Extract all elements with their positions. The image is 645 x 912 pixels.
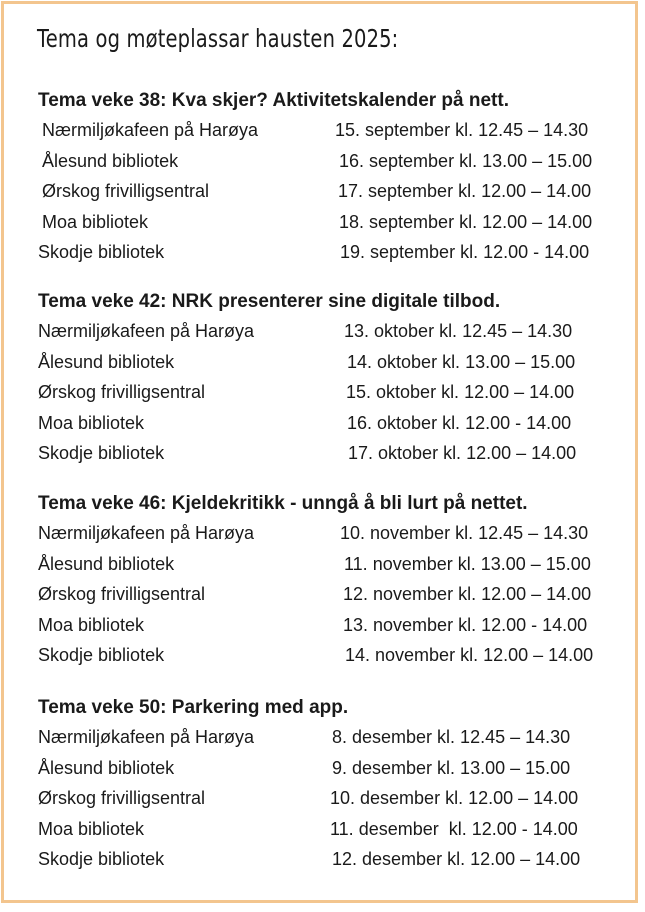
date-time: 9. desember kl. 13.00 – 15.00 [332,757,571,778]
schedule-row [38,212,628,243]
page-title: Tema og møteplassar hausten 2025: [37,24,399,53]
theme-section-week-38 [38,90,628,273]
venue: Skodje bibliotek [38,645,165,665]
venue: Nærmiljøkafeen på Harøya [42,120,259,140]
venue: Skodje bibliotek [38,849,165,869]
theme-section-week-50 [38,697,628,880]
theme-section-week-42 [38,291,628,474]
date-time: 11. november kl. 13.00 – 15.00 [344,553,591,574]
schedule-row [38,181,628,212]
venue: Nærmiljøkafeen på Harøya [38,523,255,543]
section-heading: Tema veke 50: Parkering med app. [38,697,349,718]
date-time: 13. november kl. 12.00 - 14.00 [343,614,588,635]
venue: Skodje bibliotek [38,443,165,463]
date-time: 17. oktober kl. 12.00 – 14.00 [348,443,577,463]
venue: Ørskog frivilligsentral [38,788,206,808]
theme-section-week-46 [38,493,628,676]
date-time: 12. desember kl. 12.00 – 14.00 [332,849,581,869]
schedule-row [38,242,628,273]
schedule-row [38,758,628,789]
schedule-row [38,413,628,444]
venue: Ørskog frivilligsentral [38,584,206,604]
venue: Ørskog frivilligsentral [42,181,210,201]
date-time: 11. desember kl. 12.00 - 14.00 [330,818,578,839]
schedule-row [38,151,628,182]
section-heading: Tema veke 38: Kva skjer? Aktivitetskalender på nett. [38,90,509,111]
schedule-row [38,645,628,676]
schedule-row [38,819,628,850]
venue: Ålesund bibliotek [38,757,175,778]
date-time: 12. november kl. 12.00 – 14.00 [343,584,592,604]
date-time: 15. september kl. 12.45 – 14.30 [335,120,589,140]
venue: Nærmiljøkafeen på Harøya [38,321,255,341]
schedule-row [38,120,628,151]
schedule-row [38,615,628,646]
venue: Ørskog frivilligsentral [38,382,206,402]
section-heading: Tema veke 46: Kjeldekritikk - unngå å bli lurt på nettet. [38,493,528,514]
schedule-row [38,321,628,352]
date-time: 13. oktober kl. 12.45 – 14.30 [344,321,573,341]
venue: Ålesund bibliotek [38,351,175,372]
date-time: 10. november kl. 12.45 – 14.30 [340,523,589,543]
venue: Moa bibliotek [38,614,145,635]
date-time: 18. september kl. 12.00 – 14.00 [339,211,593,232]
date-time: 17. september kl. 12.00 – 14.00 [338,181,592,201]
venue: Moa bibliotek [42,211,149,232]
schedule-row [38,584,628,615]
schedule-row [38,727,628,758]
date-time: 15. oktober kl. 12.00 – 14.00 [346,382,575,402]
schedule-row [38,523,628,554]
venue: Moa bibliotek [38,818,145,839]
venue: Ålesund bibliotek [38,553,175,574]
date-time: 8. desember kl. 12.45 – 14.30 [332,727,571,747]
date-time: 16. oktober kl. 12.00 - 14.00 [347,412,572,433]
venue: Ålesund bibliotek [42,150,179,171]
date-time: 14. oktober kl. 13.00 – 15.00 [347,351,576,372]
section-heading: Tema veke 42: NRK presenterer sine digitale tilbod. [38,291,501,312]
schedule-row [38,849,628,880]
schedule-row [38,382,628,413]
schedule-row [38,352,628,383]
venue: Nærmiljøkafeen på Harøya [38,727,255,747]
date-time: 10. desember kl. 12.00 – 14.00 [330,788,579,808]
date-time: 16. september kl. 13.00 – 15.00 [339,150,593,171]
venue: Moa bibliotek [38,412,145,433]
schedule-row [38,554,628,585]
schedule-row [38,443,628,474]
venue: Skodje bibliotek [38,242,165,262]
date-time: 19. september kl. 12.00 - 14.00 [340,242,590,262]
schedule-row [38,788,628,819]
date-time: 14. november kl. 12.00 – 14.00 [345,645,594,665]
